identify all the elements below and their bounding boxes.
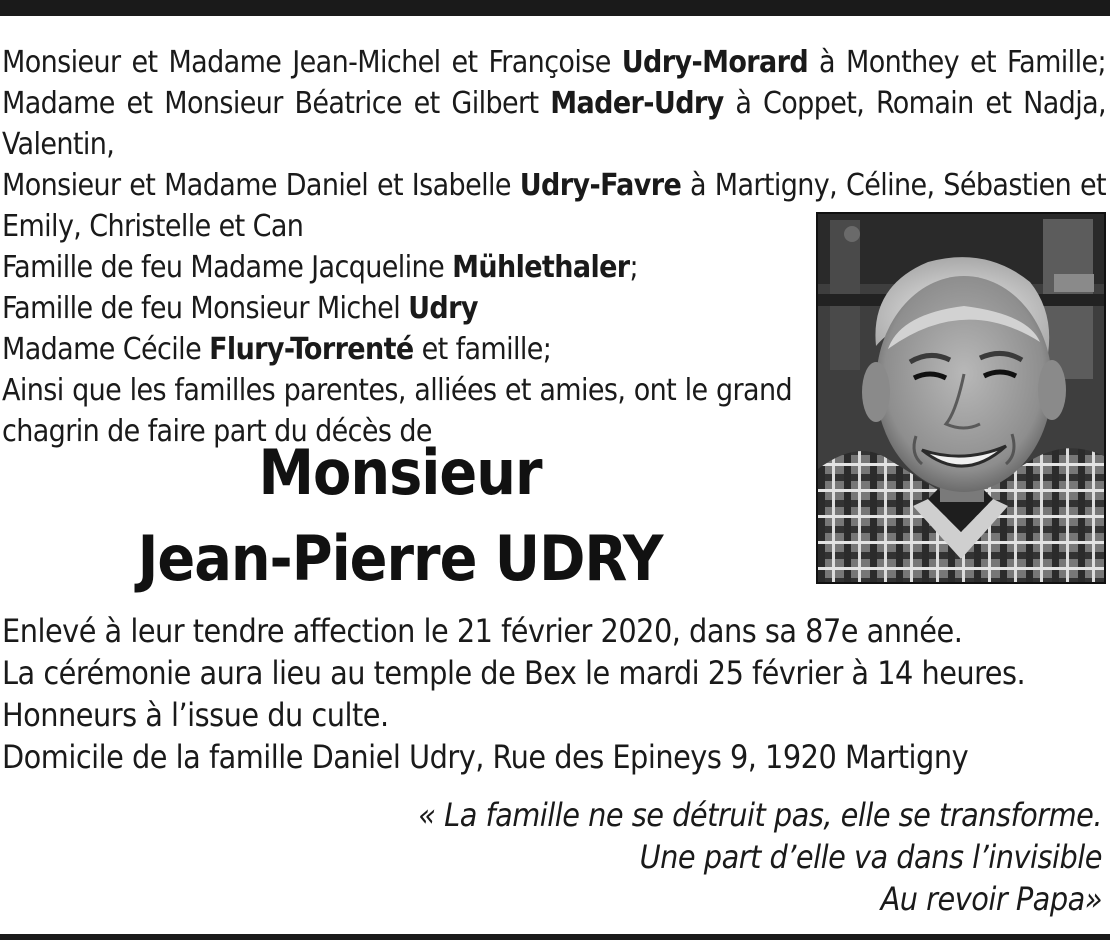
bottom-rule [0,934,1110,940]
deceased-name: Jean-Pierre UDRY [137,522,663,595]
intro-line-9: chagrin de faire part du décès de [2,414,432,449]
quote-line: « La famille ne se détruit pas, elle se transforme. [418,796,1102,834]
intro-line-6: Famille de feu Monsieur Michel Udry [2,291,478,326]
details-line: La cérémonie aura lieu au temple de Bex le mardi 25 février à 14 heures. [2,654,1026,692]
intro-line-4: Emily, Christelle et Can [2,209,304,244]
top-rule [0,0,1110,16]
intro-line-8: Ainsi que les familles parentes, alliées et amies, ont le grand [2,373,792,408]
details-line: Enlevé à leur tendre affection le 21 février 2020, dans sa 87e année. [2,612,963,650]
portrait-image [818,214,1104,582]
details-line: Honneurs à l’issue du culte. [2,696,389,734]
deceased-title: Monsieur [258,436,542,509]
intro-line-5: Famille de feu Madame Jacqueline Mühlethaler; [2,250,639,285]
deceased-name-block [0,430,800,602]
portrait-photo [816,212,1106,584]
details-line: Domicile de la famille Daniel Udry, Rue des Epineys 9, 1920 Martigny [2,738,969,776]
quote-line: Une part d’elle va dans l’invisible [639,838,1102,876]
intro-line-1: Monsieur et Madame Jean-Michel et Françoise Udry-Morard à Monthey et Famille; [2,45,1106,80]
intro-line-7: Madame Cécile Flury-Torrenté et famille; [2,332,552,367]
closing-quote [418,794,1102,920]
intro-line-2: Madame et Monsieur Béatrice et Gilbert Mader-Udry à Coppet, Romain et Nadja, Valentin, [2,86,1107,162]
quote-line: Au revoir Papa» [880,880,1102,918]
intro-line-3: Monsieur et Madame Daniel et Isabelle Udry-Favre à Martigny, Céline, Sébastien et [2,168,1106,203]
ceremony-details [2,610,1106,778]
